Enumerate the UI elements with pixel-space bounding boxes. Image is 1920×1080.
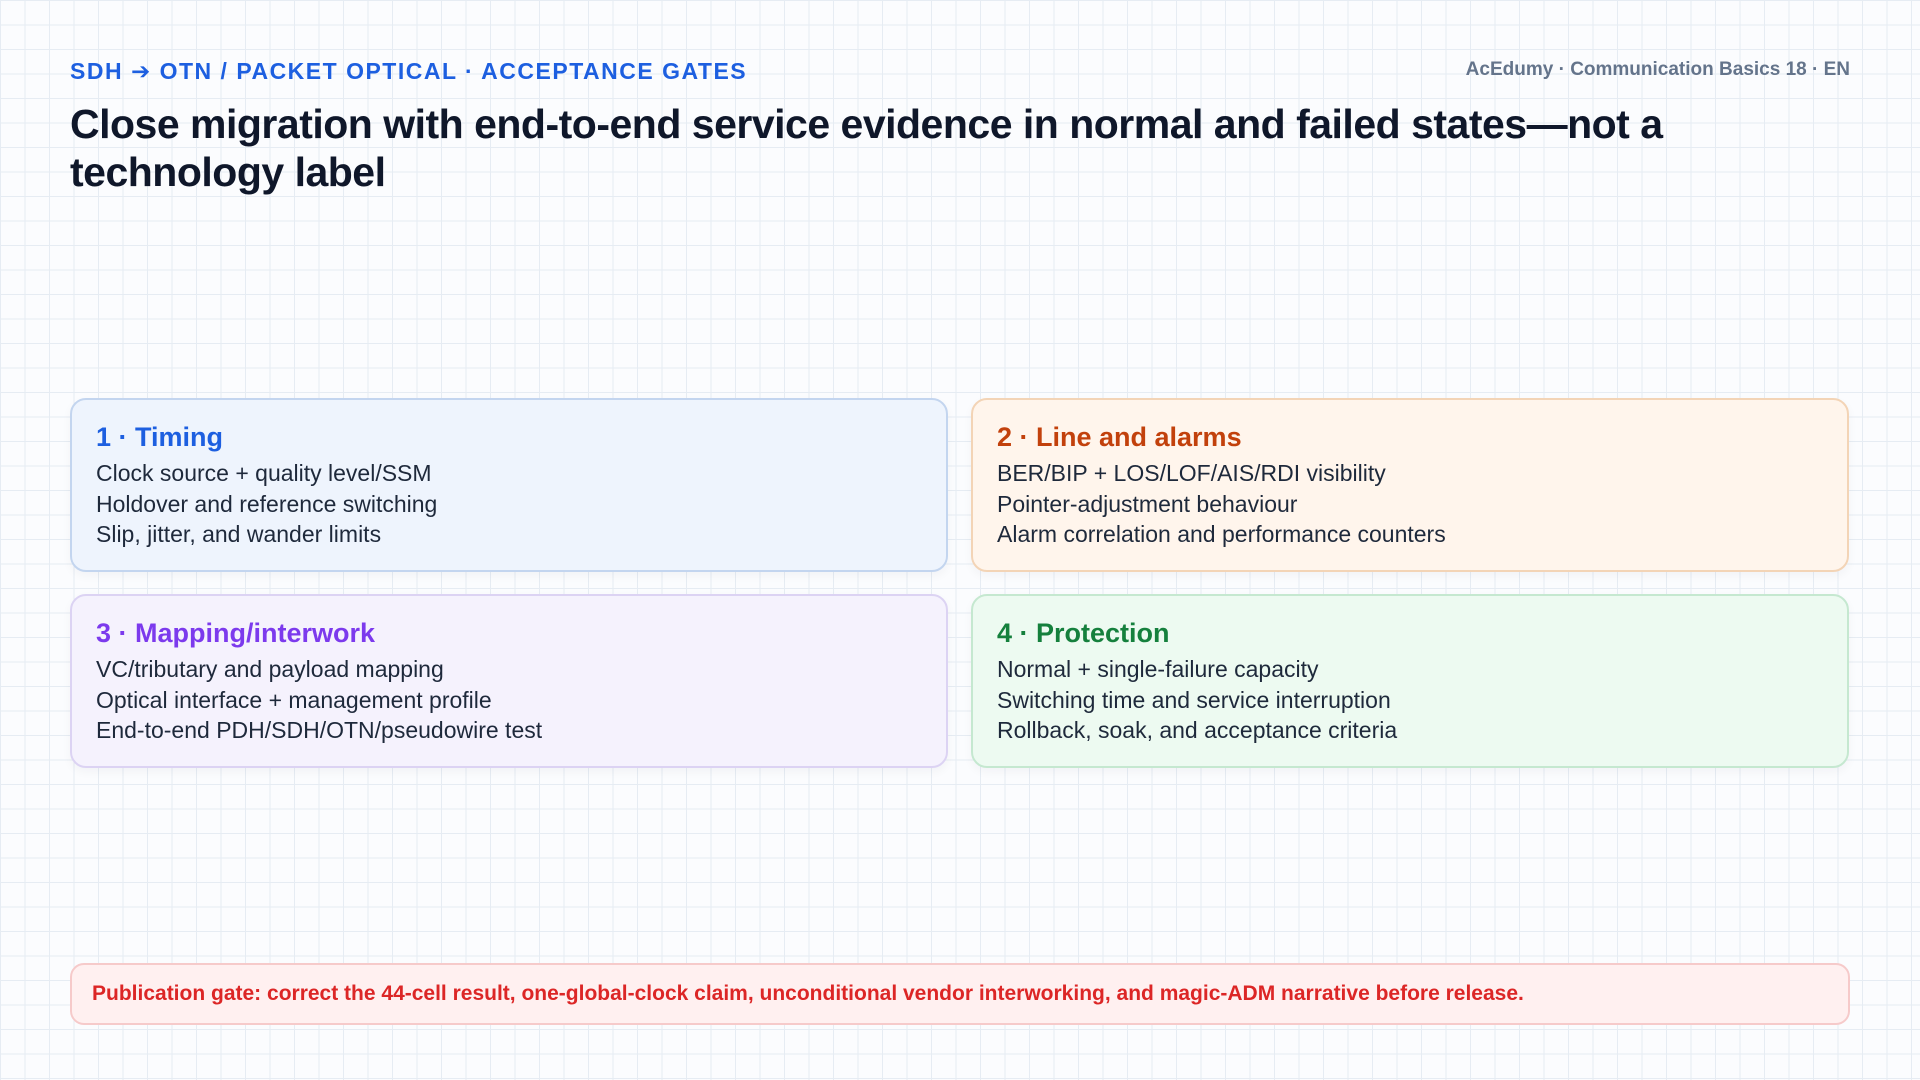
protection-card-item: Normal + single-failure capacity xyxy=(997,656,1319,682)
line-alarms-card-heading: 2 · Line and alarms xyxy=(997,422,1242,452)
protection-card-item: Switching time and service interruption xyxy=(997,686,1391,713)
timing-card-item: Clock source + quality level/SSM xyxy=(96,460,432,486)
protection-card xyxy=(971,594,1849,768)
mapping-card-item: Optical interface + management profile xyxy=(96,686,492,713)
timing-card-item: Holdover and reference switching xyxy=(96,490,438,517)
section-kicker: SDH ➔ OTN / PACKET OPTICAL · ACCEPTANCE GATES xyxy=(70,58,748,84)
brand-label: AcEdumy · Communication Basics 18 · EN xyxy=(1465,59,1850,80)
timing-card-heading: 1 · Timing xyxy=(96,422,224,452)
mapping-card-item: VC/tributary and payload mapping xyxy=(96,656,444,682)
slide-title: Close migration with end-to-end service evidence in normal and failed states—not a technology label xyxy=(70,101,1663,195)
mapping-card-heading: 3 · Mapping/interwork xyxy=(96,618,376,648)
publication-gate-banner xyxy=(70,963,1850,1025)
mapping-card-item: End-to-end PDH/SDH/OTN/pseudowire test xyxy=(96,717,543,743)
mapping-card xyxy=(70,594,948,768)
line-alarms-card-item: Alarm correlation and performance counters xyxy=(997,521,1446,547)
protection-card-item: Rollback, soak, and acceptance criteria xyxy=(997,717,1398,743)
publication-gate-text: Publication gate: correct the 44-cell result, one-global-clock claim, unconditional vendor interworking, and magic-ADM narrative before release. xyxy=(92,982,1524,1005)
line-alarms-card xyxy=(971,398,1849,572)
line-alarms-card-item: Pointer-adjustment behaviour xyxy=(997,490,1298,517)
timing-card-item: Slip, jitter, and wander limits xyxy=(96,521,382,547)
timing-card xyxy=(70,398,948,572)
protection-card-heading: 4 · Protection xyxy=(997,618,1170,648)
line-alarms-card-item: BER/BIP + LOS/LOF/AIS/RDI visibility xyxy=(997,460,1386,486)
